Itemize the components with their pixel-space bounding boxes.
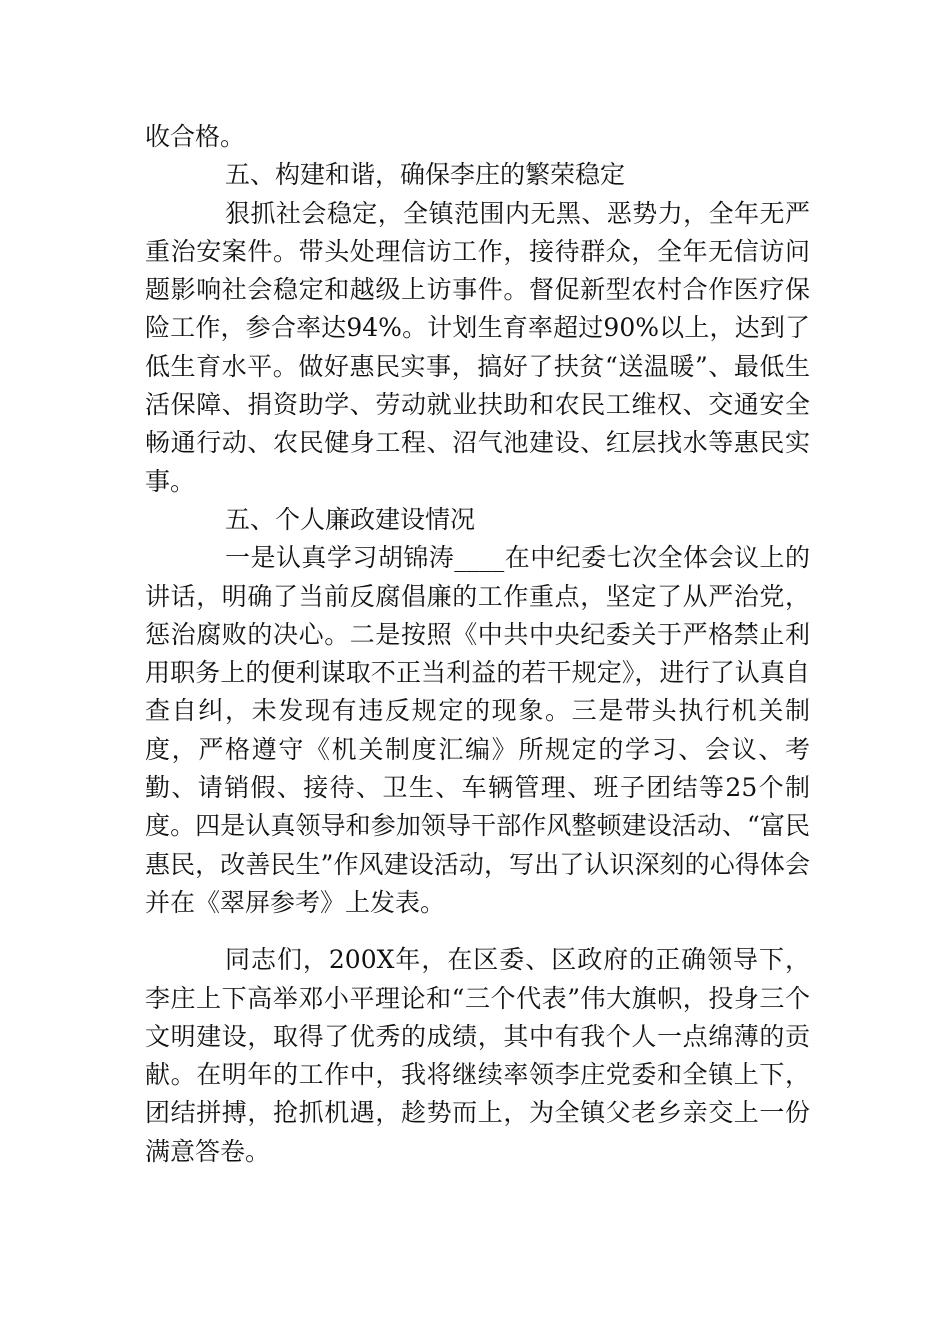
paragraph-integrity-details: 一是认真学习胡锦涛____在中纪委七次全体会议上的讲话，明确了当前反腐倡廉的工作重点，坚定了从严治党，惩治腐败的决心。二是按照《中共中央纪委关于严格禁止利用职务上的便利谋取不正当利益的若干规定》，进行了认真自查自纠，未发现有违反规定的现象。三是带头执行机关制度，严格遵守《机关制度汇编》所规定的学习、会议、考勤、请销假、接待、卫生、车辆管理、班子团结等25个制度。四是认真领导和参加领导干部作风整顿建设活动、“富民惠民，改善民生”作风建设活动，写出了认识深刻的心得体会并在《翠屏参考》上发表。 xyxy=(145,543,810,917)
section-heading-integrity: 五、个人廉政建设情况 xyxy=(225,504,476,534)
paragraph-continuation: 收合格。 xyxy=(145,122,246,151)
document-body xyxy=(145,118,810,1171)
paragraph-closing: 同志们，200X年，在区委、区政府的正确领导下，李庄上下高举邓小平理论和“三个代表”伟大旗帜，投身三个文明建设，取得了优秀的成绩，其中有我个人一点绵薄的贡献。在明年的工作中，我将继续率领李庄党委和全镇上下，团结拼搏，抢抓机遇，趁势而上，为全镇父老乡亲交上一份满意答卷。 xyxy=(145,945,810,1166)
section-heading-harmony: 五、构建和谐，确保李庄的繁荣稳定 xyxy=(225,160,626,190)
paragraph-social-stability: 狠抓社会稳定，全镇范围内无黑、恶势力，全年无严重治安案件。带头处理信访工作，接待群众，全年无信访问题影响社会稳定和越级上访事件。督促新型农村合作医疗保险工作，参合率达94%。计划生育率超过90%以上，达到了低生育水平。做好惠民实事，搞好了扶贫“送温暖”、最低生活保障、捐资助学、劳动就业扶助和农民工维权、交通安全畅通行动、农民健身工程、沼气池建设、红层找水等惠民实事。 xyxy=(145,198,810,496)
